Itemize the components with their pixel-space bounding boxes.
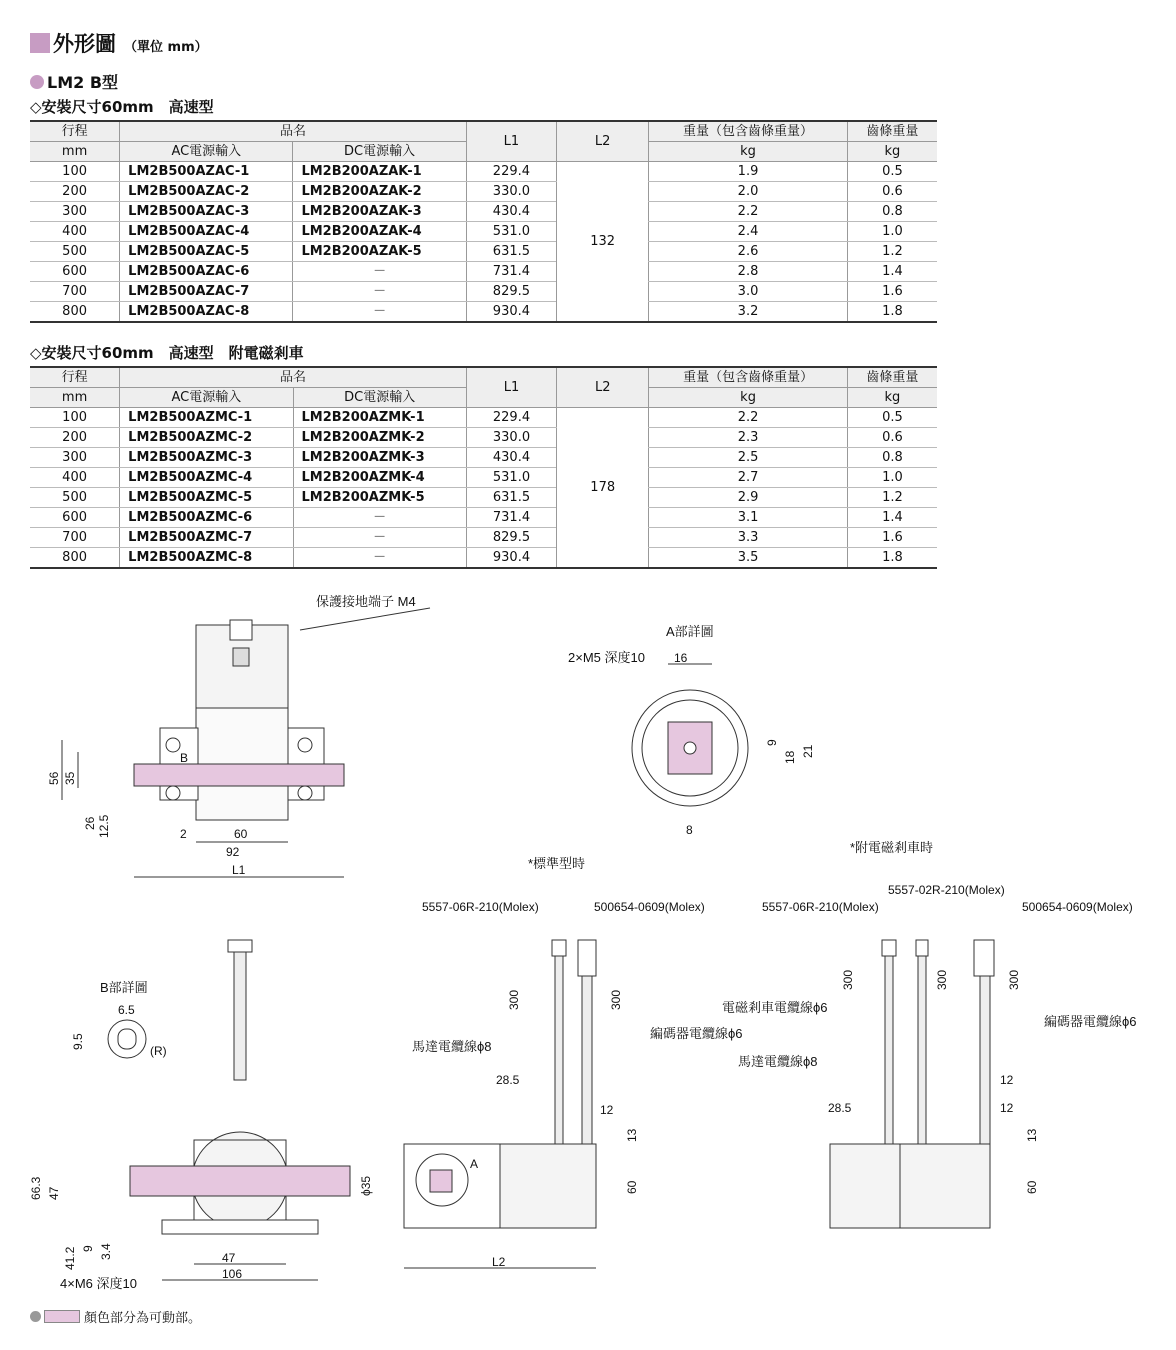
col-product: 品名 bbox=[120, 121, 467, 142]
col-dc: DC電源輸入 bbox=[293, 388, 466, 408]
cell-ac: LM2B500AZMC-8 bbox=[120, 548, 293, 569]
cell-stroke: 100 bbox=[30, 162, 120, 182]
section-header bbox=[30, 28, 208, 58]
dim-18: 18 bbox=[783, 750, 797, 764]
dim-12b: 12 bbox=[1000, 1073, 1014, 1087]
cell-ac: LM2B500AZAC-2 bbox=[120, 182, 293, 202]
cell-dc: － bbox=[293, 528, 466, 548]
dim-l1: L1 bbox=[232, 863, 246, 877]
cell-dc: LM2B200AZMK-3 bbox=[293, 448, 466, 468]
table-row bbox=[30, 222, 937, 242]
front-view bbox=[29, 940, 373, 1291]
cell-ac: LM2B500AZMC-7 bbox=[120, 528, 293, 548]
cell-stroke: 700 bbox=[30, 528, 120, 548]
leader bbox=[300, 608, 430, 630]
cell-stroke: 800 bbox=[30, 548, 120, 569]
dim-28-5b: 28.5 bbox=[828, 1101, 852, 1115]
motor-body bbox=[500, 1144, 596, 1228]
table1-caption: ◇安裝尺寸60mm 高速型 bbox=[30, 98, 214, 116]
dim-300c: 300 bbox=[841, 969, 855, 990]
cell-l1: 829.5 bbox=[466, 528, 556, 548]
cell-ac: LM2B500AZAC-6 bbox=[120, 262, 293, 282]
dim-16: 16 bbox=[674, 651, 688, 665]
cell-r: 1.2 bbox=[847, 242, 937, 262]
dim-66-3: 66.3 bbox=[29, 1176, 43, 1200]
dim-12c: 12 bbox=[1000, 1101, 1014, 1115]
table-row bbox=[30, 202, 937, 222]
cell-l1: 631.5 bbox=[466, 242, 556, 262]
col-weight: 重量（包含齒條重量） bbox=[649, 121, 848, 142]
dim-47b: 47 bbox=[222, 1251, 236, 1265]
cell-w: 3.3 bbox=[649, 528, 848, 548]
cell-stroke: 700 bbox=[30, 282, 120, 302]
table-row bbox=[30, 408, 937, 428]
cell-r: 0.5 bbox=[847, 162, 937, 182]
cell-l1: 531.0 bbox=[466, 468, 556, 488]
cell-r: 1.6 bbox=[847, 528, 937, 548]
table-row bbox=[30, 548, 937, 569]
table-row bbox=[30, 182, 937, 202]
dim-28-5: 28.5 bbox=[496, 1073, 520, 1087]
cell-l1: 631.5 bbox=[466, 488, 556, 508]
cell-ac: LM2B500AZMC-1 bbox=[120, 408, 293, 428]
dim-41-2: 41.2 bbox=[63, 1246, 77, 1270]
table-row bbox=[30, 162, 937, 182]
col-rack: 齒條重量 bbox=[847, 367, 937, 388]
dim-300e: 300 bbox=[1007, 969, 1021, 990]
base-foot bbox=[162, 1220, 318, 1234]
cell-l1: 430.4 bbox=[466, 202, 556, 222]
dim-106: 106 bbox=[222, 1267, 243, 1281]
cell-r: 0.6 bbox=[847, 182, 937, 202]
col-l1: L1 bbox=[466, 367, 556, 408]
cell-l1: 330.0 bbox=[466, 182, 556, 202]
dim-phi35: ϕ35 bbox=[359, 1175, 373, 1196]
cell-stroke: 500 bbox=[30, 242, 120, 262]
cell-r: 0.8 bbox=[847, 448, 937, 468]
dim-9b: 9 bbox=[81, 1245, 95, 1252]
mark-a: A bbox=[470, 1157, 479, 1171]
cell-ac: LM2B500AZMC-6 bbox=[120, 508, 293, 528]
radius-label: (R) bbox=[150, 1044, 167, 1058]
conn2-label: 500654-0609(Molex) bbox=[594, 900, 705, 914]
moving-part-swatch bbox=[44, 1310, 80, 1323]
cell-stroke: 200 bbox=[30, 428, 120, 448]
conn2b-label: 500654-0609(Molex) bbox=[1022, 900, 1133, 914]
cell-r: 1.2 bbox=[847, 488, 937, 508]
cell-stroke: 300 bbox=[30, 202, 120, 222]
cell-dc: LM2B200AZMK-1 bbox=[293, 408, 466, 428]
motor-cable bbox=[885, 956, 893, 1146]
cell-w: 2.4 bbox=[649, 222, 848, 242]
page-title: 外形圖 bbox=[53, 32, 116, 56]
table-row bbox=[30, 302, 937, 323]
dim-300d: 300 bbox=[935, 969, 949, 990]
spec-table-2 bbox=[30, 366, 937, 569]
col-l2: L2 bbox=[557, 367, 649, 408]
cell-w: 2.0 bbox=[649, 182, 848, 202]
unit-note: （單位 mm） bbox=[124, 39, 208, 55]
detail-b-title: B部詳圖 bbox=[100, 980, 148, 995]
motor-cable-label-b: 馬達電纜線ϕ8 bbox=[738, 1054, 818, 1069]
dim-26: 26 bbox=[83, 816, 97, 830]
col-stroke: 行程 bbox=[30, 121, 120, 142]
slot-inner bbox=[118, 1029, 136, 1049]
cell-dc: LM2B200AZMK-5 bbox=[293, 488, 466, 508]
cell-l1: 531.0 bbox=[466, 222, 556, 242]
cell-l2: 132 bbox=[557, 162, 649, 323]
cell-dc: LM2B200AZAK-5 bbox=[293, 242, 466, 262]
cell-dc: － bbox=[293, 548, 466, 569]
dim-2: 2 bbox=[180, 827, 187, 841]
dim-13b: 13 bbox=[1025, 1128, 1039, 1142]
cell-l1: 731.4 bbox=[466, 262, 556, 282]
cell-w: 2.6 bbox=[649, 242, 848, 262]
cell-ac: LM2B500AZMC-5 bbox=[120, 488, 293, 508]
cell-stroke: 400 bbox=[30, 222, 120, 242]
table-row bbox=[30, 262, 937, 282]
cell-ac: LM2B500AZMC-4 bbox=[120, 468, 293, 488]
dim-92: 92 bbox=[226, 845, 240, 859]
cell-w: 3.5 bbox=[649, 548, 848, 569]
cell-w: 2.9 bbox=[649, 488, 848, 508]
footnote-text: 顏色部分為可動部。 bbox=[84, 1311, 202, 1326]
col-stroke-unit: mm bbox=[30, 388, 120, 408]
table2-caption: ◇安裝尺寸60mm 高速型 附電磁剎車 bbox=[30, 344, 304, 362]
dim-3-4: 3.4 bbox=[99, 1243, 113, 1260]
bullet-dot-icon bbox=[30, 75, 44, 89]
table1-body bbox=[30, 162, 937, 323]
encoder-cable-label: 編碼器電纜線ϕ6 bbox=[650, 1026, 743, 1041]
cell-l1: 829.5 bbox=[466, 282, 556, 302]
cell-ac: LM2B500AZAC-1 bbox=[120, 162, 293, 182]
dim-60c: 60 bbox=[1025, 1180, 1039, 1194]
model-heading bbox=[30, 70, 118, 93]
connector bbox=[974, 940, 994, 976]
cell-ac: LM2B500AZMC-2 bbox=[120, 428, 293, 448]
table-row bbox=[30, 528, 937, 548]
encoder-cable bbox=[582, 976, 592, 1146]
cell-r: 1.4 bbox=[847, 262, 937, 282]
cell-stroke: 800 bbox=[30, 302, 120, 323]
dim-47: 47 bbox=[47, 1186, 61, 1200]
conn1-label: 5557-06R-210(Molex) bbox=[422, 900, 539, 914]
cell-r: 1.8 bbox=[847, 548, 937, 569]
ground-terminal bbox=[233, 648, 249, 666]
col-ac: AC電源輸入 bbox=[120, 388, 293, 408]
cell-stroke: 600 bbox=[30, 262, 120, 282]
side-view-brake bbox=[722, 883, 1137, 1228]
cell-w: 2.2 bbox=[649, 408, 848, 428]
rack-moving bbox=[130, 1166, 350, 1196]
cell-r: 1.4 bbox=[847, 508, 937, 528]
col-stroke: 行程 bbox=[30, 367, 120, 388]
col-l1: L1 bbox=[466, 121, 556, 162]
cell-l1: 930.4 bbox=[466, 302, 556, 323]
table2-body bbox=[30, 408, 937, 569]
detail-a-title: A部詳圖 bbox=[666, 624, 714, 639]
dim-l2: L2 bbox=[492, 1255, 506, 1269]
cell-ac: LM2B500AZAC-5 bbox=[120, 242, 293, 262]
cell-ac: LM2B500AZMC-3 bbox=[120, 448, 293, 468]
table-row bbox=[30, 488, 937, 508]
cell-l2: 178 bbox=[557, 408, 649, 569]
detail-a-hole bbox=[684, 742, 696, 754]
bullet-dot-icon bbox=[30, 1311, 41, 1322]
connector bbox=[230, 620, 252, 640]
table-row bbox=[30, 468, 937, 488]
connector bbox=[228, 940, 252, 952]
cell-r: 1.0 bbox=[847, 468, 937, 488]
cell-l1: 930.4 bbox=[466, 548, 556, 569]
model-name: LM2 B型 bbox=[47, 73, 119, 92]
cell-r: 1.0 bbox=[847, 222, 937, 242]
dim-21: 21 bbox=[801, 744, 815, 758]
cell-dc: － bbox=[293, 302, 466, 323]
cell-l1: 330.0 bbox=[466, 428, 556, 448]
cell-w: 3.2 bbox=[649, 302, 848, 323]
cell-dc: － bbox=[293, 262, 466, 282]
cell-ac: LM2B500AZAC-7 bbox=[120, 282, 293, 302]
brake-cable-label: 電磁剎車電纜線ϕ6 bbox=[722, 1000, 828, 1015]
connector bbox=[882, 940, 896, 956]
dim-6-5: 6.5 bbox=[118, 1003, 135, 1017]
dim-9: 9 bbox=[765, 739, 779, 746]
cell-ac: LM2B500AZAC-8 bbox=[120, 302, 293, 323]
col-weight-unit: kg bbox=[649, 388, 848, 408]
dim-60b: 60 bbox=[625, 1180, 639, 1194]
cell-r: 1.6 bbox=[847, 282, 937, 302]
col-l2: L2 bbox=[557, 121, 649, 162]
conn3-label: 5557-02R-210(Molex) bbox=[888, 883, 1005, 897]
cell-ac: LM2B500AZAC-3 bbox=[120, 202, 293, 222]
cell-stroke: 400 bbox=[30, 468, 120, 488]
shaft-moving bbox=[430, 1170, 452, 1192]
dim-56: 56 bbox=[47, 771, 61, 785]
cell-w: 2.2 bbox=[649, 202, 848, 222]
ground-terminal-label: 保護接地端子 M4 bbox=[316, 594, 416, 609]
col-weight-unit: kg bbox=[649, 142, 848, 162]
dim-60: 60 bbox=[234, 827, 248, 841]
connector bbox=[916, 940, 928, 956]
dimension-drawing bbox=[0, 580, 1176, 1300]
cell-r: 0.8 bbox=[847, 202, 937, 222]
table-row bbox=[30, 428, 937, 448]
cell-dc: － bbox=[293, 508, 466, 528]
col-dc: DC電源輸入 bbox=[293, 142, 466, 162]
dim-13: 13 bbox=[625, 1128, 639, 1142]
table-row bbox=[30, 282, 937, 302]
dim-300: 300 bbox=[507, 989, 521, 1010]
cell-stroke: 500 bbox=[30, 488, 120, 508]
col-stroke-unit: mm bbox=[30, 142, 120, 162]
dim-8: 8 bbox=[686, 823, 693, 837]
cell-l1: 430.4 bbox=[466, 448, 556, 468]
cell-l1: 731.4 bbox=[466, 508, 556, 528]
detail-a bbox=[568, 624, 815, 837]
side-view-standard bbox=[404, 900, 743, 1269]
col-rack-unit: kg bbox=[847, 142, 937, 162]
table-row bbox=[30, 448, 937, 468]
col-rack: 齒條重量 bbox=[847, 121, 937, 142]
spec-table-1 bbox=[30, 120, 937, 323]
tap2-label: 4×M6 深度10 bbox=[60, 1276, 137, 1291]
motor-cable bbox=[555, 956, 563, 1146]
rack-moving bbox=[134, 764, 344, 786]
cell-dc: LM2B200AZMK-2 bbox=[293, 428, 466, 448]
cable bbox=[234, 950, 246, 1080]
cell-r: 0.5 bbox=[847, 408, 937, 428]
cell-w: 3.1 bbox=[649, 508, 848, 528]
motor-cable-label: 馬達電纜線ϕ8 bbox=[412, 1039, 492, 1054]
connector bbox=[552, 940, 566, 956]
dim-300b: 300 bbox=[609, 989, 623, 1010]
std-label: *標準型時 bbox=[528, 856, 586, 871]
cell-w: 2.8 bbox=[649, 262, 848, 282]
dim-9-5: 9.5 bbox=[71, 1033, 85, 1050]
cell-w: 2.3 bbox=[649, 428, 848, 448]
brake-cable bbox=[918, 956, 926, 1146]
tap-label: 2×M5 深度10 bbox=[568, 650, 645, 665]
conn1b-label: 5557-06R-210(Molex) bbox=[762, 900, 879, 914]
dim-12-5: 12.5 bbox=[97, 814, 111, 838]
mark-b: B bbox=[180, 751, 189, 765]
encoder-cable bbox=[980, 976, 990, 1146]
cell-l1: 229.4 bbox=[466, 408, 556, 428]
cell-stroke: 600 bbox=[30, 508, 120, 528]
col-product: 品名 bbox=[120, 367, 467, 388]
cell-ac: LM2B500AZAC-4 bbox=[120, 222, 293, 242]
cell-w: 3.0 bbox=[649, 282, 848, 302]
cell-dc: LM2B200AZMK-4 bbox=[293, 468, 466, 488]
cell-w: 1.9 bbox=[649, 162, 848, 182]
col-ac: AC電源輸入 bbox=[120, 142, 293, 162]
cell-dc: LM2B200AZAK-1 bbox=[293, 162, 466, 182]
cell-stroke: 300 bbox=[30, 448, 120, 468]
motor-body bbox=[830, 1144, 990, 1228]
encoder-cable-label-b: 編碼器電纜線ϕ6 bbox=[1044, 1014, 1137, 1029]
cell-stroke: 200 bbox=[30, 182, 120, 202]
cell-r: 1.8 bbox=[847, 302, 937, 323]
cell-w: 2.5 bbox=[649, 448, 848, 468]
cell-dc: LM2B200AZAK-4 bbox=[293, 222, 466, 242]
cell-l1: 229.4 bbox=[466, 162, 556, 182]
top-view bbox=[47, 594, 430, 877]
table-row bbox=[30, 508, 937, 528]
connector bbox=[578, 940, 596, 976]
cell-dc: － bbox=[293, 282, 466, 302]
header-square-icon bbox=[30, 33, 50, 53]
footnote bbox=[30, 1307, 201, 1326]
dim-12: 12 bbox=[600, 1103, 614, 1117]
col-weight: 重量（包含齒條重量） bbox=[649, 367, 848, 388]
cell-stroke: 100 bbox=[30, 408, 120, 428]
brake-label: *附電磁剎車時 bbox=[850, 840, 934, 855]
cell-w: 2.7 bbox=[649, 468, 848, 488]
cell-dc: LM2B200AZAK-2 bbox=[293, 182, 466, 202]
col-rack-unit: kg bbox=[847, 388, 937, 408]
cell-dc: LM2B200AZAK-3 bbox=[293, 202, 466, 222]
table-row bbox=[30, 242, 937, 262]
cell-r: 0.6 bbox=[847, 428, 937, 448]
dim-35: 35 bbox=[63, 771, 77, 785]
